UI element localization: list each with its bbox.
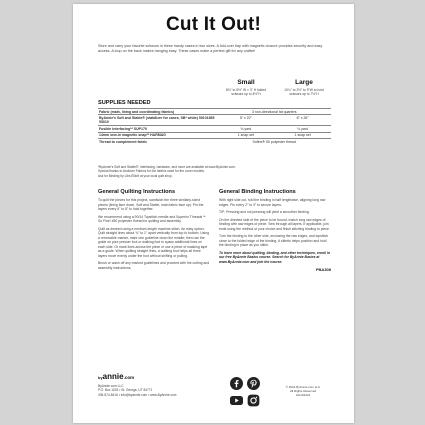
brand-name: annie: [102, 372, 124, 381]
address-line: 435-574-8416 • info@byannie.com • www.ByAnnie.com: [98, 392, 177, 397]
paragraph: Brush or wash off any marked guidelines and proceed with the cutting and assembly instructions.: [98, 261, 210, 270]
paragraph: To quilt the pieces for this project, sandwich the three similarly-sized pieces (lining face down, Soft and Stable, main fabric face up). Pin the layers every 6" to 8" to hold together.: [98, 198, 204, 212]
supply-qty-small: 1 snap set: [217, 132, 274, 138]
supply-item: Fabric (main, lining and coordinating fabrics): [98, 109, 217, 115]
supplies-table: [98, 108, 331, 144]
brand-by: by: [98, 375, 103, 380]
facebook-icon[interactable]: [230, 377, 243, 390]
size-label: Large: [295, 79, 313, 86]
supply-qty-large: ⅛ yard: [274, 126, 331, 132]
brand-logo: [98, 372, 134, 381]
copyright-line: © 2024 ByAnnie.com LLC: [285, 385, 321, 389]
note-line: *ByAnnie's Soft and Stable®, interfacing, hardware, and more are available at www.ByAnnie.com.: [98, 165, 236, 169]
supply-qty-large: 6" x 26": [274, 115, 331, 126]
supplies-heading: SUPPLIES NEEDED: [98, 100, 151, 106]
supply-qty: 3 non-directional fat quarters: [217, 109, 331, 115]
company-address: [98, 384, 218, 397]
pattern-page: [73, 4, 354, 423]
supply-qty-small: ⅛ yard: [217, 126, 274, 132]
paragraph: We recommend using a 90/14 Topstitch needle and Superior Threads™ So Fine! #50 polyester thread for quilting and assembly.: [98, 214, 206, 224]
instagram-icon[interactable]: [247, 394, 260, 407]
social-links: [230, 377, 262, 409]
paragraph: Quilt as desired using a medium-length machine stitch. An easy option: Quilt straight lines about ¾" to 1" apart vertically from top to bottom. Using a removable marker, mark one guideline down the middle; then use the guide on your presser foot or walking foot to space additional lines on each side. Or mark lines across the piece or use a piece of masking tape as a guide. When quilting straight lines, a walking foot helps all three layers move evenly under the foot without shifting or pulling.: [98, 226, 209, 258]
pinterest-icon[interactable]: [247, 377, 260, 390]
address-line: ByAnnie.com LLC: [98, 384, 124, 388]
supply-notes: [98, 165, 331, 178]
copyright: [277, 385, 329, 397]
brand-com: .com: [123, 375, 135, 380]
binding-heading: General Binding Instructions: [219, 189, 296, 195]
intro-text: Store and carry your favorite scissors in these handy cases in two sizes. A fold-over flap with magnetic closure provides security and easy access. A loop on the back makes hanging easy. These cases make a perfect gift for any crafter!: [98, 44, 323, 54]
size-small: [221, 79, 271, 97]
table-row: [98, 139, 331, 145]
supply-item: ByAnnie's Soft and Stable® (stabilizer for cases, SB* white) 55101855 55019: [98, 115, 217, 126]
pattern-code: PBA308: [315, 267, 331, 273]
note-line: Ask for Binding by Libs Elliott at your local quilt shop.: [98, 173, 173, 178]
supply-item: Fusible Interfacing** SUP179: [98, 126, 217, 132]
youtube-icon[interactable]: [230, 394, 243, 407]
quilting-heading: General Quilting Instructions: [98, 189, 176, 195]
size-dimensions: 8¾" to 5½" W × 3" H folded scissors up to 4½"H: [225, 88, 267, 97]
binding-instructions: [219, 189, 331, 272]
paragraph: On the directed side of the piece to be bound, match long raw edges of binding with raw edges of piece. Sew through all layers. If applicable, join ends using the method of your choice and finish stitching binding to piece.: [219, 217, 330, 231]
size-label: Small: [237, 79, 255, 86]
paragraph: With right side out, fold the binding in half lengthwise, aligning long raw edges. Pin every 2" to 3" to secure layers.: [219, 198, 326, 207]
supply-item: Thread to complement fabric: [98, 139, 217, 145]
supply-qty: Sofine® 50 polyester thread: [217, 139, 331, 145]
paragraph: TIP: Pressing and not pressing will yield a smoother binding.: [219, 210, 310, 215]
quilting-instructions: [98, 189, 210, 273]
table-row: [98, 115, 331, 126]
size-large: [279, 79, 329, 97]
copyright-line: All Rights Reserved: [289, 389, 317, 394]
copyright-line: GH102424: [295, 393, 311, 398]
promo-text: To learn more about quilting, binding, and other techniques, enroll in our free ByAnnie Basics course. Search for ByAnnie Basics at www.ByAnnie.com and join the course.: [219, 250, 331, 264]
supply-qty-large: 1 snap set: [274, 132, 331, 138]
note-line: Special thanks to Andover Fabrics for the fabrics used for the cover models.: [98, 169, 205, 174]
page-title: Cut It Out!: [165, 14, 262, 35]
paragraph: Turn the binding to the other side, enclosing the raw edges, and topstitch close to the folded edge of the binding. A stiletto helps position and hold the binding in place as you stitch.: [219, 234, 329, 248]
supply-qty-small: 5" x 22": [217, 115, 274, 126]
supply-item: 14mm sew-in magnetic snap** HARMAG: [98, 132, 217, 138]
address-line: P.O. Box 1003 • St. George, UT 84771: [98, 388, 153, 393]
size-dimensions: 10¼" to 2½" to 9"W to hold scissors up to 7½"H: [284, 88, 324, 97]
